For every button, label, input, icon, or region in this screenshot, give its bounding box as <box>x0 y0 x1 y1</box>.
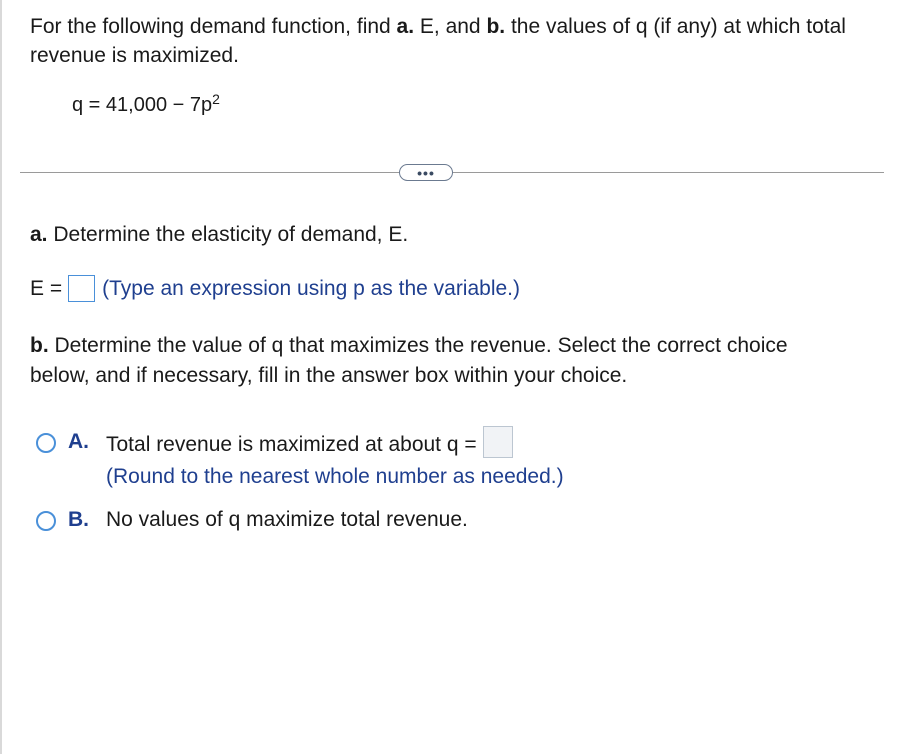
demand-equation <box>72 91 220 117</box>
equation-body: q = 41,000 − 7p <box>72 94 213 116</box>
choice-a-letter: A. <box>68 430 89 453</box>
part-b-heading <box>30 331 810 391</box>
choice-a[interactable] <box>36 430 564 492</box>
equation-exponent: 2 <box>212 91 220 107</box>
question-part-b-marker: b. <box>486 15 506 38</box>
question-intro-3: the values of q (if any) at which total revenue is maximized. <box>30 15 846 67</box>
left-border <box>0 0 2 754</box>
ellipsis-icon: ••• <box>417 164 435 181</box>
part-a-text: Determine the elasticity of demand, E. <box>47 223 409 246</box>
elasticity-hint: (Type an expression using p as the variable.) <box>102 276 521 300</box>
more-options-button[interactable] <box>399 164 453 181</box>
question-intro: For the following demand function, find <box>30 15 397 38</box>
part-b-label: b. <box>30 334 49 357</box>
question-part-a-marker: a. <box>396 15 415 38</box>
part-b-text: Determine the value of q that maximizes the revenue. Select the correct choice below, and if necessary, fill in the answer box within your choice. <box>30 334 788 387</box>
choice-b-letter: B. <box>68 508 89 531</box>
question-intro-2: E, and <box>414 15 487 38</box>
choice-b[interactable] <box>36 508 468 532</box>
choice-a-content <box>106 430 564 492</box>
question-text <box>30 12 880 70</box>
choice-b-radio[interactable] <box>36 511 56 531</box>
part-a-heading <box>30 223 408 247</box>
choice-a-radio[interactable] <box>36 433 56 453</box>
revenue-q-answer-input[interactable] <box>483 426 513 458</box>
choice-a-hint: (Round to the nearest whole number as needed.) <box>106 465 564 488</box>
part-a-label: a. <box>30 223 48 246</box>
elasticity-answer-input[interactable] <box>68 275 95 302</box>
elasticity-label: E = <box>30 276 63 300</box>
part-a-answer-row <box>30 275 520 302</box>
choice-a-text: Total revenue is maximized at about q = <box>106 433 477 456</box>
choice-b-text: No values of q maximize total revenue. <box>106 508 468 531</box>
